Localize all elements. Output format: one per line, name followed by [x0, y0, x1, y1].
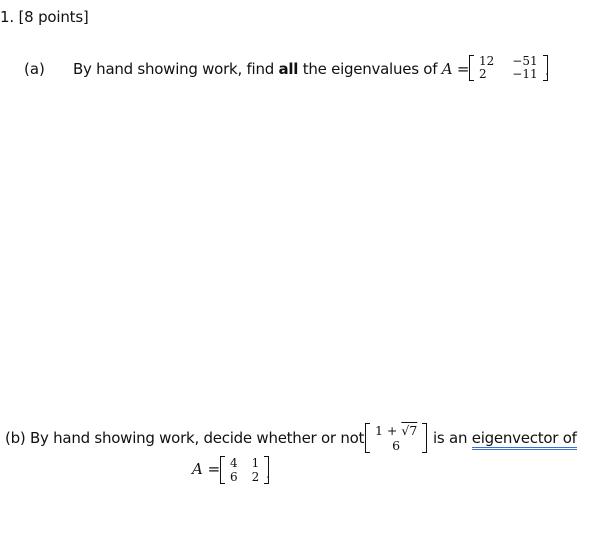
question-points: [8 points] — [18, 8, 89, 26]
part-b-matrix-r2c1: 6 — [230, 470, 238, 484]
part-a-matrix-r1c1: 12 — [479, 54, 495, 68]
left-bracket — [220, 456, 225, 484]
part-b-matrix-r1c2: 1 — [251, 456, 260, 470]
left-bracket — [365, 423, 370, 453]
part-b-prompt: (b) By hand showing work, decide whether or not — [5, 429, 365, 447]
left-bracket — [469, 55, 474, 81]
part-a-period: . — [545, 63, 550, 79]
part-a-prompt — [73, 60, 469, 78]
part-a-text-1: By hand showing work, find — [73, 60, 274, 78]
part-b-tail-text: is an — [433, 429, 468, 447]
part-a-text-2: the eigenvalues of — [302, 60, 438, 78]
question-number: 1. — [0, 8, 14, 26]
part-a-matrix-r2c1: 2 — [479, 67, 487, 81]
part-a-matrix-var: A — [441, 60, 453, 78]
part-b-matrix-label — [192, 460, 220, 478]
part-a-matrix-r2c2: −11 — [512, 67, 538, 81]
part-b-matrix-var: A — [192, 460, 203, 478]
question-header — [0, 8, 89, 26]
part-a-equals: = — [456, 60, 470, 78]
part-b-equals: = — [207, 460, 221, 478]
part-a-matrix — [469, 55, 548, 81]
part-b-matrix — [220, 456, 269, 484]
part-a-bold-word: all — [278, 60, 299, 78]
part-b-matrix-r2c2: 2 — [251, 470, 260, 484]
part-b-tail — [433, 429, 577, 447]
part-b-vector-top-prefix: 1 + — [375, 423, 402, 438]
eigenvector-underlined-text: eigenvector of — [472, 429, 577, 450]
part-b-period: . — [266, 466, 271, 482]
part-b-vector — [365, 423, 427, 453]
part-a-matrix-r1c2: −51 — [512, 54, 538, 68]
part-b-vector-bottom: 6 — [392, 438, 401, 453]
part-b-matrix-r1c1: 4 — [230, 456, 238, 470]
right-bracket — [422, 423, 427, 453]
part-a-label: (a) — [24, 60, 45, 78]
part-b-vector-top — [371, 423, 421, 438]
sqrt-seven: √7 — [401, 423, 418, 438]
